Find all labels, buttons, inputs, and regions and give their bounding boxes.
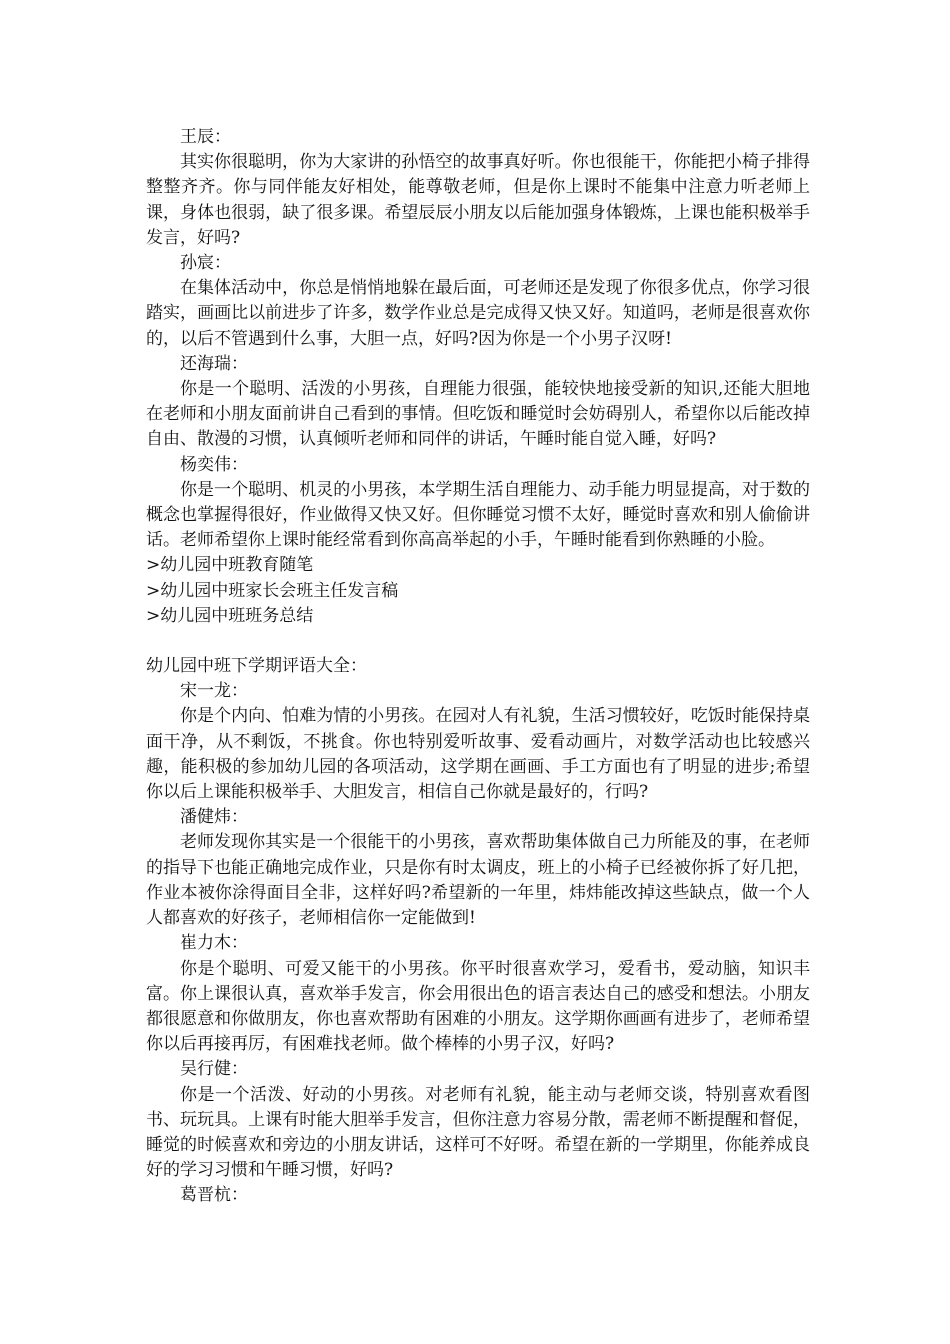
student-comment: 在集体活动中，你总是悄悄地躲在最后面，可老师还是发现了你很多优点，你学习很踏实，画画比以前进步了许多，数学作业总是完成得又快又好。知道吗，老师是很喜欢你的，以后不管遇到什么事，大胆一点，好吗?因为你是一个小男子汉呀!	[146, 278, 810, 349]
student-comment: 你是一个聪明、活泼的小男孩，自理能力很强，能较快地接受新的知识,还能大胆地在老师和小朋友面前讲自己看到的事情。但吃饭和睡觉时会妨碍别人，希望你以后能改掉自由、散漫的习惯，认真倾听老师和同伴的讲话，午睡时能自觉入睡，好吗?	[146, 379, 810, 450]
related-link-education-notes[interactable]: >幼儿园中班教育随笔	[146, 555, 314, 576]
student-name: 崔力木：	[180, 933, 248, 954]
student-name: 孙宸：	[180, 253, 231, 274]
related-links	[146, 553, 810, 629]
student-comment: 老师发现你其实是一个很能干的小男孩，喜欢帮助集体做自己力所能及的事，在老师的指导下也能正确地完成作业，只是你有时太调皮，班上的小椅子已经被你拆了好几把，作业本被你涂得面目全非，这样好吗?希望新的一年里，炜炜能改掉这些缺点，做一个人人都喜欢的好孩子，老师相信你一定能做到!	[146, 832, 810, 929]
student-name: 王辰：	[180, 127, 231, 147]
section-title: 幼儿园中班下学期评语大全：	[146, 656, 367, 677]
student-comment: 你是个内向、怕难为情的小男孩。在园对人有礼貌，生活习惯较好，吃饭时能保持桌面干净，从不剩饭，不挑食。你也特别爱听故事、爱看动画片，对数学活动也比较感兴趣，能积极的参加幼儿园的各项活动，这学期在画画、手工方面也有了明显的进步;希望你以后上课能积极举手、大胆发言，相信自己你就是最好的，行吗?	[146, 706, 810, 803]
student-comment: 其实你很聪明，你为大家讲的孙悟空的故事真好听。你也很能干，你能把小椅子排得整整齐齐。你与同伴能友好相处，能尊敬老师，但是你上课时不能集中注意力听老师上课，身体也很弱，缺了很多课。希望辰辰小朋友以后能加强身体锻炼，上课也能积极举手发言，好吗?	[146, 152, 810, 248]
related-link-class-summary[interactable]: >幼儿园中班班务总结	[146, 605, 314, 626]
student-name: 宋一龙：	[180, 681, 248, 702]
student-name: 潘健炜：	[180, 807, 248, 828]
section-2	[146, 654, 810, 1208]
student-name: 葛晋杭：	[180, 1185, 248, 1206]
student-name: 还海瑞：	[180, 353, 248, 374]
student-name: 吴行健：	[180, 1059, 248, 1080]
student-name: 杨奕伟：	[180, 454, 248, 475]
section-1	[146, 125, 810, 553]
student-comment: 你是个聪明、可爱又能干的小男孩。你平时很喜欢学习，爱看书，爱动脑，知识丰富。你上课很认真，喜欢举手发言，你会用很出色的语言表达自己的感受和想法。小朋友都很愿意和你做朋友，你也喜欢帮助有困难的小朋友。这学期你画画有进步了，老师希望你以后再接再厉，有困难找老师。做个棒棒的小男子汉，好吗?	[146, 958, 810, 1055]
student-comment: 你是一个活泼、好动的小男孩。对老师有礼貌，能主动与老师交谈，特别喜欢看图书、玩玩具。上课有时能大胆举手发言，但你注意力容易分散，需老师不断提醒和督促，睡觉的时候喜欢和旁边的小朋友讲话，这样可不好呀。希望在新的一学期里，你能养成良好的学习习惯和午睡习惯，好吗?	[146, 1084, 810, 1181]
related-link-parent-meeting-speech[interactable]: >幼儿园中班家长会班主任发言稿	[146, 580, 399, 601]
document-page	[146, 125, 810, 1209]
spacer	[146, 629, 810, 654]
student-comment: 你是一个聪明、机灵的小男孩，本学期生活自理能力、动手能力明显提高，对于数的概念也掌握得很好，作业做得又快又好。但你睡觉习惯不太好，睡觉时喜欢和别人偷偷讲话。老师希望你上课时能经常看到你高高举起的小手，午睡时能看到你熟睡的小脸。	[146, 479, 810, 551]
